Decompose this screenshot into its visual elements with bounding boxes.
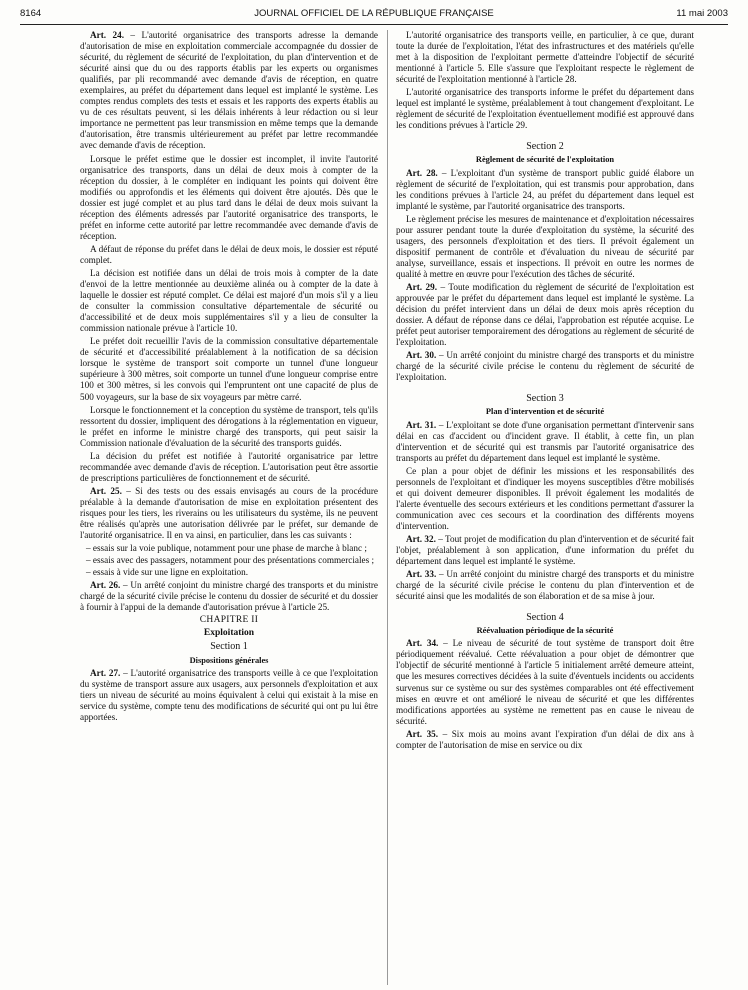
article-text: – L'exploitant d'un système de transport public guidé élabore un règlement de sécurité de l'exploitation, qui est transmis pour approbation, dans les conditions prévues à l'article 24, au préfet du département dans lequel est implanté le système, par l'autorité organisatrice des transports.: [396, 167, 694, 211]
article-text: – Un arrêté conjoint du ministre chargé des transports et du ministre chargé de la sécurité civile précise le contenu du dossier de sécurité et du dossier à fournir à l'appui de la demande d'autorisation prévue à l'article 25.: [80, 580, 378, 613]
article-34: [396, 638, 694, 726]
article-text: – Tout projet de modification du plan d'intervention et de sécurité fait l'objet, préalablement à son application, d'une information du préfet du département dans lequel est implanté le système.: [396, 533, 694, 567]
article-29: [396, 282, 694, 348]
article-number: Art. 35.: [406, 728, 439, 739]
paragraph: Le préfet doit recueillir l'avis de la commission consultative départementale de sécurité et d'accessibilité préalablement à la notification de sa décision lorsque le système de transport soit comporte un tunnel d'une longueur supérieure à 300 mètres, soit comporte un tunnel d'une longueur comprise entre 100 et 300 mètres, si les convois qui l'empruntent ont une capacité de plus de 500 voyageurs, sur la base de six voyageurs par mètre carré.: [80, 336, 378, 402]
paragraph: La décision est notifiée dans un délai de trois mois à compter de la date d'envoi de la lettre mentionnée au deuxième alinéa ou à compter de la date à laquelle le dossier est réputé complet. Ce délai est majoré d'un mois s'il y a lieu de consulter la commission consultative départementale de sécurité ou d'accessibilité et de deux mois supplémentaires s'il y a lieu de consulter la commission nationale prévue à l'article 10.: [80, 267, 378, 334]
article-28: [396, 168, 694, 212]
article-35: [396, 729, 694, 751]
article-number: Art. 28.: [406, 167, 438, 178]
paragraph: Ce plan a pour objet de définir les missions et les responsabilités des personnels de l'exploitant et d'indiquer les moyens susceptibles d'être mobilisés et qui doivent demeurer disponibles. Il prévoit également les modalités de l'alerte éventuelle des secours extérieurs et les conditions permettant d'assurer la communication avec ces secours et la coordination des différents moyens d'intervention.: [396, 465, 694, 531]
article-text: – Toute modification du règlement de sécurité de l'exploitation est approuvée par le préfet du département dans lequel est implanté le système. La décision du préfet intervient dans un délai de deux mois après réception du dossier. A défaut de réponse dans ce délai, l'approbation est réputée acquise. Le préfet peut autoriser temporairement des dérogations au règlement de sécurité de l'exploitation.: [396, 281, 694, 348]
article-text: – Si des tests ou des essais envisagés au cours de la procédure préalable à la demande d'autorisation de mise en exploitation présentent des risques pour les tiers, les riverains ou les utilisateurs du système, ils ne peuvent être réalisés qu'après une autorisation délivrée par le préfet, sur demande de l'autorité organisatrice. Il en va ainsi, en particulier, dans les cas suivants :: [80, 485, 378, 541]
section-title: Réévaluation périodique de la sécurité: [476, 626, 614, 636]
article-number: Art. 34.: [406, 638, 439, 649]
article-text: – L'autorité organisatrice des transports veille à ce que l'exploitation du système de transport assure aux usagers, aux personnels d'exploitation et aux tiers un niveau de sécurité au moins équivalent à celui qui existait à la mise en service du système, compte tenu des modifications de sécurité qui ont pu lui être apportées.: [80, 667, 378, 722]
section-heading: Section 4: [526, 612, 564, 624]
article-text: – Un arrêté conjoint du ministre chargé des transports et du ministre chargé de la sécurité civile précise le contenu du plan d'intervention et de sécurité ainsi que les modalités de son élaboration et de sa mise à jour.: [396, 569, 694, 602]
article-number: Art. 33.: [406, 569, 437, 580]
article-26: [80, 580, 378, 613]
paragraph: Lorsque le préfet estime que le dossier est incomplet, il invite l'autorité organisatrice des transports, dans un délai de deux mois à compter de la réception du dossier, à le compléter en indiquant les points qui doivent être modifiés ou approfondis et les éléments qui doivent être ajoutés. Dès que le dossier est jugé complet et au plus tard dans le délai de deux mois suivant la réception des éléments adressés par l'autorité organisatrice des transports, le préfet en informe cette autorité par lettre recommandée avec demande d'avis de réception.: [80, 153, 378, 241]
article-text: – L'autorité organisatrice des transports adresse la demande d'autorisation de mise en exploitation commerciale accompagnée du dossier de sécurité, du règlement de sécurité de l'exploitation, du plan d'intervention et de sécurité ainsi que du ou des rapports établis par les experts ou organismes qualifiés, par pli recommandé avec demande d'avis de réception, en quatre exemplaires, au préfet du département dans lequel est implanté le système. Les comptes rendus complets des tests et essais et les rapports des experts établis au vu de ces résultats peuvent, si les délais inhérents à leur rédaction ou si leur importance ne permettent pas leur transmission en même temps que la demande d'autorisation, être transmis ultérieurement au préfet par lettre recommandée avec demande d'avis de réception.: [80, 30, 378, 151]
section-heading: Section 3: [526, 393, 564, 405]
article-27: [80, 668, 378, 723]
article-number: Art. 32.: [406, 533, 436, 544]
chapter-title: Exploitation: [203, 628, 255, 639]
paragraph: Lorsque le fonctionnement et la conception du système de transport, tels qu'ils ressortent du dossier, impliquent des dérogations à la réglementation en vigueur, le préfet en informe le ministre chargé des transports, qui peut saisir la Commission nationale d'évaluation de la sécurité des transports guidés.: [80, 404, 378, 448]
article-30: [396, 350, 694, 383]
paragraph: A défaut de réponse du préfet dans le délai de deux mois, le dossier est réputé complet.: [80, 243, 378, 265]
left-column: [80, 30, 378, 985]
article-text: – L'exploitant se dote d'une organisation permettant d'intervenir sans délai en cas d'accident ou d'incident grave. Il établit, à cette fin, un plan d'intervention et de sécurité qui est transmis par l'autorité organisatrice des transports au préfet du département dans lequel est implanté le système.: [396, 419, 694, 463]
journal-title: JOURNAL OFFICIEL DE LA RÉPUBLIQUE FRANÇAISE: [254, 8, 494, 19]
article-32: [396, 534, 694, 567]
publication-date: 11 mai 2003: [676, 8, 728, 19]
article-number: Art. 30.: [406, 350, 437, 361]
section-title: Plan d'intervention et de sécurité: [485, 407, 605, 417]
paragraph: Le règlement précise les mesures de maintenance et d'exploitation nécessaires pour assurer pendant toute la durée d'exploitation du système, la sécurité des usagers, des personnels d'exploitation et des tiers. Il prévoit également un dispositif permanent de contrôle et d'évaluation du niveau de sécurité par analyse, surveillance, essais et inspections. Il prévoit en outre les normes de qualité à mettre en œuvre pour l'exécution des tâches de sécurité.: [396, 213, 694, 279]
article-text: – Le niveau de sécurité de tout système de transport doit être périodiquement réévalué. Cette réévaluation a pour objet de démontrer que l'objectif de sécurité mentionné à l'article 5 initialement arrêté demeure atteint, que les mesures correctives décidées à la suite d'éventuels incidents ou accidents survenus sur ce système ou sur des systèmes comparables ont été effectivement mises en œuvre et ont amélioré le niveau de sécurité et que les différentes modifications apportées au système ne remettent pas en cause le niveau de sécurité.: [396, 638, 694, 726]
article-text: – Six mois au moins avant l'expiration d'un délai de dix ans à compter de l'autorisation de mise en service ou dix: [396, 728, 694, 750]
paragraph: La décision du préfet est notifiée à l'autorité organisatrice par lettre recommandée avec demande d'avis de réception. L'autorisation peut être assortie de prescriptions particulières de fonctionnement et de sécurité.: [80, 450, 378, 483]
article-25: [80, 486, 378, 541]
section-heading: Section 2: [526, 141, 564, 153]
section-title: Règlement de sécurité de l'exploitation: [475, 155, 615, 165]
header-rule: [20, 24, 728, 25]
page-number: 8164: [20, 8, 42, 19]
article-24: [80, 30, 378, 152]
test-cases-list: [80, 543, 378, 578]
list-item: – essais à vide sur une ligne en exploitation.: [80, 567, 378, 578]
article-number: Art. 29.: [406, 281, 438, 292]
article-33: [396, 569, 694, 602]
article-number: Art. 31.: [406, 419, 437, 430]
column-divider: [387, 30, 388, 985]
list-item: – essais sur la voie publique, notamment pour une phase de marche à blanc ;: [80, 543, 378, 554]
section-title: Dispositions générales: [189, 655, 269, 665]
list-item: – essais avec des passagers, notamment pour des présentations commerciales ;: [80, 555, 378, 566]
page-header: [20, 8, 728, 22]
paragraph: L'autorité organisatrice des transports informe le préfet du département dans lequel est implanté le système, préalablement à tout changement d'exploitant. Le règlement de sécurité de l'exploitation éventuellement modifié est approuvé dans les conditions prévues à l'article 29.: [396, 87, 694, 131]
article-number: Art. 24.: [90, 30, 124, 40]
right-column: [396, 30, 694, 985]
article-31: [396, 420, 694, 464]
article-number: Art. 25.: [90, 485, 122, 496]
article-number: Art. 27.: [90, 667, 121, 678]
section-heading: Section 1: [210, 641, 248, 653]
paragraph: L'autorité organisatrice des transports veille, en particulier, à ce que, durant toute la durée de l'exploitation, l'état des infrastructures et des matériels qu'elle met à la disposition de l'exploitant permette d'atteindre l'objectif de sécurité mentionné à l'article 5. Elle s'assure que l'exploitant respecte le règlement de sécurité de l'exploitation mentionné à l'article 28.: [396, 30, 694, 85]
chapter-heading: CHAPITRE II: [199, 615, 259, 626]
article-text: – Un arrêté conjoint du ministre chargé des transports et du ministre chargé de la sécurité civile précise le contenu du règlement de sécurité de l'exploitation.: [396, 350, 694, 383]
article-number: Art. 26.: [90, 580, 121, 591]
